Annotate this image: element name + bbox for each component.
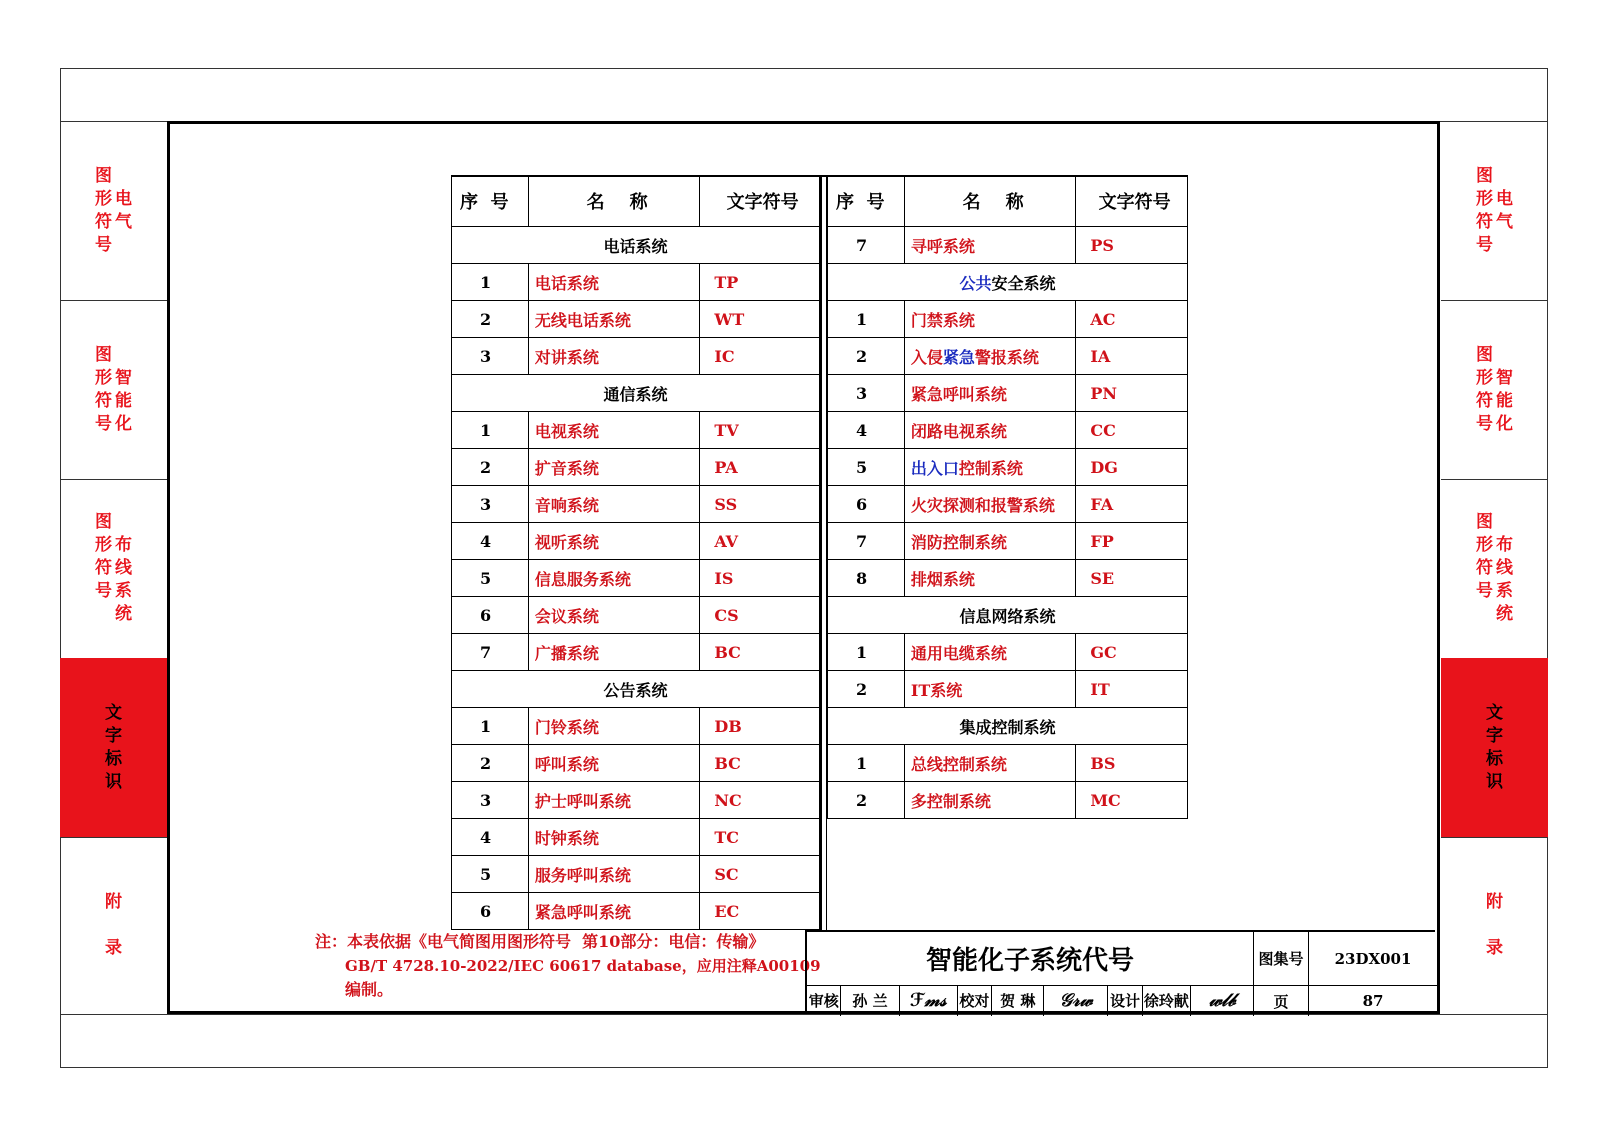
row-number: 2 [452,301,529,338]
table-row [452,523,820,560]
tab-label: 图 形 符 号 智 能 化 [1476,344,1513,434]
system-code: SE [1076,560,1188,597]
system-name: 时钟系统 [528,819,699,856]
table-row [452,893,820,930]
row-number: 4 [828,412,905,449]
tab-label: 附 录 [1486,892,1503,958]
table-row [452,486,820,523]
right-tab-3[interactable] [1441,658,1548,838]
table-row [452,449,820,486]
left-tab-1[interactable] [60,300,167,480]
system-name: 对讲系统 [528,338,699,375]
table-row [828,486,1188,523]
system-name: 排烟系统 [904,560,1075,597]
system-name: 闭路电视系统 [904,412,1075,449]
system-code: DB [700,708,820,745]
group-title: 信息网络系统 [828,597,1188,634]
system-code: AV [700,523,820,560]
table-row [828,782,1188,819]
footnote-line-3: 编制。 [345,980,394,999]
left-code-table [451,175,820,930]
system-code: BC [700,634,820,671]
table-row [452,597,820,634]
system-code: CS [700,597,820,634]
system-code: EC [700,893,820,930]
table-row [828,523,1188,560]
system-code: SS [700,486,820,523]
table-row [828,375,1188,412]
left-tab-3[interactable] [60,658,167,838]
right-tab-0[interactable] [1441,121,1548,301]
system-code: IA [1076,338,1188,375]
table-row [828,227,1188,264]
row-number: 2 [828,782,905,819]
system-name: 电话系统 [528,264,699,301]
table-divider [820,175,827,930]
right-tab-column [1441,121,1548,1014]
table-row [452,819,820,856]
system-name: 广播系统 [528,634,699,671]
review-label: 审核 [807,986,841,1016]
row-number: 2 [452,449,529,486]
row-number: 5 [452,560,529,597]
tab-label: 文 字 标 识 [1486,702,1503,792]
header-name: 名 称 [528,176,699,227]
checker-signature: 𝒢𝓇𝓌 [1044,986,1108,1016]
table-header-row [452,176,820,227]
system-name: 服务呼叫系统 [528,856,699,893]
system-code: PN [1076,375,1188,412]
row-number: 7 [452,634,529,671]
system-name: 消防控制系统 [904,523,1075,560]
row-number: 6 [452,893,529,930]
row-number: 3 [452,782,529,819]
row-number: 2 [828,338,905,375]
table-row [452,708,820,745]
group-header-row [828,264,1188,301]
reviewer-signature: ℱ𝓂𝓈 [900,986,958,1016]
system-code: AC [1076,301,1188,338]
system-name: 多控制系统 [904,782,1075,819]
group-title: 公告系统 [452,671,820,708]
table-row [452,264,820,301]
title-block [805,930,1435,1014]
row-number: 7 [828,523,905,560]
system-code: GC [1076,634,1188,671]
table-row [452,338,820,375]
row-number: 5 [452,856,529,893]
reviewer-name: 孙 兰 [841,986,899,1016]
designer-name: 徐玲献 [1143,986,1191,1016]
system-code: NC [700,782,820,819]
system-code: FA [1076,486,1188,523]
group-header-row [452,671,820,708]
check-label: 校对 [958,986,992,1016]
signature-row [807,986,1254,1016]
tab-label: 文 字 标 识 [105,702,122,792]
system-name: 紧急呼叫系统 [528,893,699,930]
system-code: PA [700,449,820,486]
table-row [452,560,820,597]
table-row [452,301,820,338]
row-number: 1 [828,634,905,671]
system-name: 电视系统 [528,412,699,449]
table-row [828,560,1188,597]
left-tab-2[interactable] [60,479,167,659]
design-label: 设计 [1108,986,1142,1016]
group-title: 集成控制系统 [828,708,1188,745]
system-name: 门禁系统 [904,301,1075,338]
page-number: 87 [1362,992,1384,1010]
left-tab-4[interactable] [60,837,167,1014]
system-name: 护士呼叫系统 [528,782,699,819]
system-name: 会议系统 [528,597,699,634]
header-seq: 序 号 [452,176,529,227]
system-name: 无线电话系统 [528,301,699,338]
row-number: 8 [828,560,905,597]
footnote [315,930,821,1002]
right-tab-1[interactable] [1441,300,1548,480]
system-name: 呼叫系统 [528,745,699,782]
row-number: 2 [452,745,529,782]
table-row [828,449,1188,486]
tab-label: 图 形 符 号 智 能 化 [95,344,132,434]
system-code: IC [700,338,820,375]
system-code: WT [700,301,820,338]
page-label: 页 [1254,986,1309,1016]
system-code: BS [1076,745,1188,782]
header-name: 名 称 [904,176,1075,227]
table-row [452,412,820,449]
tab-label: 图 形 符 号 布 线 系 统 [1476,512,1513,624]
row-number: 1 [452,412,529,449]
left-tab-column [60,121,167,1014]
drawing-title: 智能化子系统代号 [807,932,1254,986]
system-code: PS [1076,227,1188,264]
tab-label: 附 录 [105,892,122,958]
row-number: 3 [452,486,529,523]
row-number: 2 [828,671,905,708]
system-code: BC [700,745,820,782]
atlas-number: 23DX001 [1309,932,1437,986]
footnote-line-2: GB/T 4728.10-2022/IEC 60617 database，应用注释A00109 [345,957,821,975]
row-number: 6 [828,486,905,523]
row-number: 1 [828,301,905,338]
system-code: IS [700,560,820,597]
right-tab-2[interactable] [1441,479,1548,659]
row-number: 1 [452,708,529,745]
header-code: 文字符号 [700,176,820,227]
group-title: 通信系统 [452,375,820,412]
system-code: MC [1076,782,1188,819]
row-number: 4 [452,523,529,560]
left-tab-0[interactable] [60,121,167,301]
table-row [452,782,820,819]
system-name: 寻呼系统 [904,227,1075,264]
header-code: 文字符号 [1076,176,1188,227]
table-top-rule [451,175,1188,177]
system-name: 信息服务系统 [528,560,699,597]
system-name: 门铃系统 [528,708,699,745]
system-name: 扩音系统 [528,449,699,486]
row-number: 5 [828,449,905,486]
system-code: FP [1076,523,1188,560]
group-header-row [828,708,1188,745]
system-code: CC [1076,412,1188,449]
group-header-row [828,597,1188,634]
row-number: 3 [452,338,529,375]
group-header-row [452,227,820,264]
group-title: 公共安全系统 [828,264,1188,301]
system-code: TP [700,264,820,301]
tab-label: 图 形 符 号 电 气 [95,165,132,255]
group-title: 电话系统 [452,227,820,264]
row-number: 1 [828,745,905,782]
system-name: 紧急呼叫系统 [904,375,1075,412]
system-code: TV [700,412,820,449]
row-number: 4 [452,819,529,856]
system-name: IT系统 [904,671,1075,708]
system-name: 通用电缆系统 [904,634,1075,671]
right-tab-4[interactable] [1441,837,1548,1014]
system-code: IT [1076,671,1188,708]
checker-name: 贺 琳 [992,986,1044,1016]
row-number: 6 [452,597,529,634]
table-row [452,634,820,671]
right-code-table [827,175,1188,819]
row-number: 1 [452,264,529,301]
table-row [828,412,1188,449]
table-row [828,301,1188,338]
table-row [828,634,1188,671]
system-name: 视听系统 [528,523,699,560]
system-name: 入侵紧急警报系统 [904,338,1075,375]
group-header-row [452,375,820,412]
header-seq: 序 号 [828,176,905,227]
system-name: 火灾探测和报警系统 [904,486,1075,523]
designer-signature: 𝓌𝓁𝒷 [1208,990,1236,1011]
table-row [452,745,820,782]
system-code: DG [1076,449,1188,486]
system-code: TC [700,819,820,856]
tab-label: 图 形 符 号 布 线 系 统 [95,512,132,624]
table-row [452,856,820,893]
atlas-number-label: 图集号 [1254,932,1309,986]
system-name: 出入口控制系统 [904,449,1075,486]
footnote-line-1: 注：本表依据《电气简图用图形符号 第10部分：电信：传输》 [315,932,765,951]
table-row [828,338,1188,375]
table-header-row [828,176,1188,227]
row-number: 7 [828,227,905,264]
system-code: SC [700,856,820,893]
table-row [828,745,1188,782]
tab-label: 图 形 符 号 电 气 [1476,165,1513,255]
system-name: 总线控制系统 [904,745,1075,782]
table-row [828,671,1188,708]
row-number: 3 [828,375,905,412]
system-name: 音响系统 [528,486,699,523]
